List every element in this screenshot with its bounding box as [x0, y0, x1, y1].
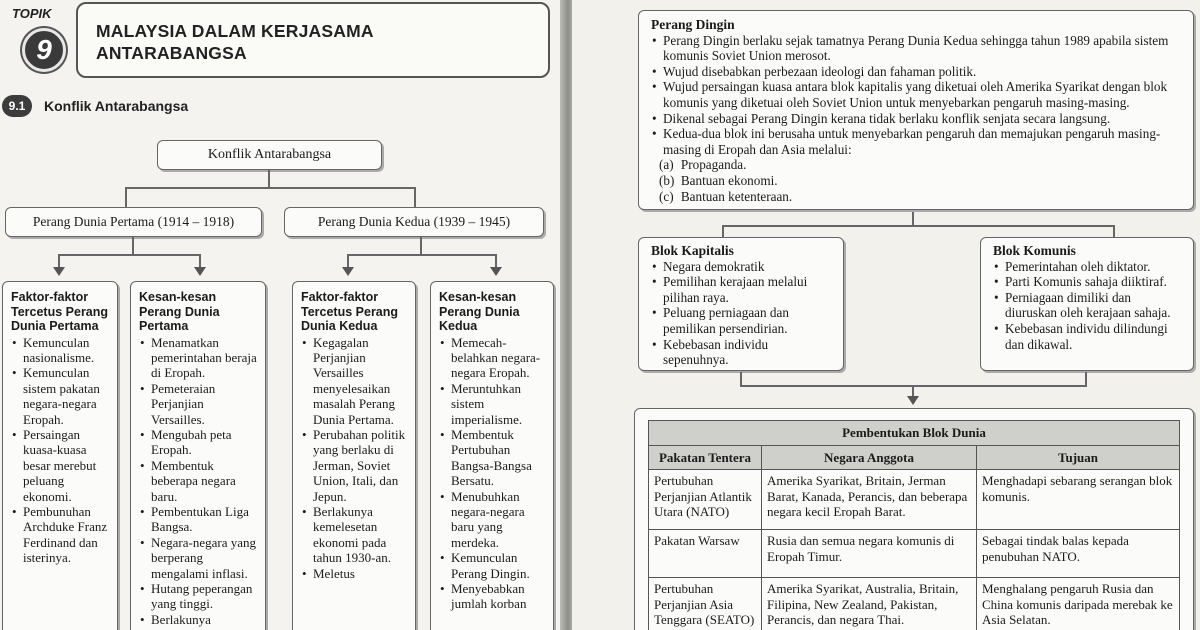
ww2-causes-title: Faktor-faktor Tercetus Perang Dunia Kedua [301, 290, 399, 333]
topic-badge [2, 2, 70, 72]
list-item: • Kemunculan Perang Dingin. [451, 550, 547, 581]
connector [268, 170, 270, 188]
list-item: • Pembunuhan Archduke Franz Ferdinand dan isterinya. [23, 504, 111, 566]
table-cell: Pakatan Warsaw [649, 530, 762, 578]
list-item: • Pemeteraian Perjanjian Versailles. [151, 381, 259, 427]
list-item: • Pemilihan kerajaan melalui pilihan raya. [663, 274, 833, 305]
item-label: (a) [659, 157, 674, 173]
blok-komunis-box [980, 237, 1194, 371]
list-item: • Membentuk beberapa negara baru. [151, 458, 259, 504]
ww2-causes-list [301, 335, 409, 582]
topic-number: 9 [22, 28, 66, 72]
list-item: • Perniagaan dimiliki dan diuruskan oleh kerajaan sahaja. [1005, 290, 1183, 321]
list-item: • Kedua-dua blok ini berusaha untuk menyebarkan pengaruh dan memajukan pengaruh masing-masing di Eropah dan Asia melalui: [663, 126, 1183, 157]
list-item: • Kemunculan nasionalisme. [23, 335, 111, 366]
list-item: • Dikenal sebagai Perang Dingin kerana tidak berlaku konflik senjata secara langsung. [663, 111, 1183, 127]
connector [347, 254, 496, 256]
list-item: • Wujud persaingan kuasa antara blok kapitalis yang diketuai oleh Amerika Syarikat dengan blok komunis yang diketuai oleh Soviet Union untuk menyebarkan pengaruh masing-masing. [663, 79, 1183, 110]
connector [495, 254, 497, 268]
arrow-down-icon [342, 267, 354, 276]
list-item: • Kebebasan individu dilindungi dan dikawal. [1005, 321, 1183, 352]
branch-ww2: Perang Dunia Kedua (1939 – 1945) [284, 207, 544, 237]
list-item: • Meletus [313, 566, 409, 581]
ww2-causes-box [292, 281, 416, 630]
list-item: • Persaingan kuasa-kuasa besar merebut peluang ekonomi. [23, 427, 111, 504]
perang-dingin-title: Perang Dingin [651, 17, 735, 32]
connector [125, 187, 415, 189]
list-item: • Kemunculan sistem pakatan negara-negara Eropah. [23, 365, 111, 427]
connector [347, 254, 349, 268]
connector [722, 225, 724, 237]
table-cell: Sebagai tindak balas kepada penubuhan NATO. [977, 530, 1180, 578]
arrow-down-icon [490, 267, 502, 276]
connector [199, 254, 201, 268]
item-text: Bantuan ekonomi. [680, 172, 778, 188]
table-cell: Amerika Syarikat, Australia, Britain, Filipina, New Zealand, Pakistan, Perancis, dan negara Thai. [762, 578, 977, 630]
connector [722, 225, 1114, 227]
list-item: • Perubahan politik yang berlaku di Jerman, Soviet Union, Itali, dan Jepun. [313, 427, 409, 504]
table-cell: Rusia dan semua negara komunis di Eropah Timur. [762, 530, 977, 578]
connector [58, 254, 60, 268]
blok-kapitalis-title: Blok Kapitalis [651, 243, 734, 258]
list-item: • Mengubah peta Eropah. [151, 427, 259, 458]
ww1-causes-list [11, 335, 111, 566]
list-item: • Perang Dingin berlaku sejak tamatnya Perang Dunia Kedua sehingga tahun 1989 apabila sistem komunis Soviet Union merosot. [663, 33, 1183, 64]
table-row [649, 470, 1180, 530]
table-row [649, 578, 1180, 630]
table-header-row [649, 445, 1180, 470]
list-item: • Berlakunya [151, 612, 259, 627]
connector [132, 237, 134, 255]
ww2-effects-list [439, 335, 547, 612]
connector [420, 237, 422, 255]
table-caption: Pembentukan Blok Dunia [649, 421, 1180, 446]
blok-kapitalis-list [651, 259, 833, 368]
table-cell: Pertubuhan Perjanjian Atlantik Utara (NATO) [649, 470, 762, 530]
page-title-line-1: MALAYSIA DALAM KERJASAMA [96, 21, 374, 41]
ww1-causes-box [2, 281, 118, 630]
list-item: • Negara-negara yang berperang mengalami inflasi. [151, 535, 259, 581]
list-item [659, 188, 1183, 205]
list-item: • Pemerintahan oleh diktator. [1005, 259, 1183, 275]
left-page [0, 0, 564, 630]
blok-komunis-title: Blok Komunis [993, 243, 1076, 258]
connector [58, 254, 200, 256]
list-item: • Wujud disebabkan perbezaan ideologi dan fahaman politik. [663, 64, 1183, 80]
connector [125, 187, 127, 207]
list-item [659, 172, 1183, 189]
list-item: • Berlakunya kemelesetan ekonomi pada tahun 1930-an. [313, 504, 409, 566]
column-header: Negara Anggota [762, 445, 977, 470]
method-list [651, 157, 1183, 204]
list-item [659, 157, 1183, 173]
connector [740, 372, 742, 386]
blok-kapitalis-box [638, 237, 844, 371]
ww1-causes-title: Faktor-faktor Tercetus Perang Dunia Pertama [11, 290, 109, 333]
connector [912, 212, 914, 226]
diagram-root-node: Konflik Antarabangsa [157, 140, 382, 170]
ww2-effects-title: Kesan-kesan Perang Dunia Kedua [439, 290, 520, 333]
arrow-down-icon [53, 267, 65, 276]
item-label: (c) [659, 188, 674, 204]
perang-dingin-box [638, 10, 1194, 210]
connector [1113, 225, 1115, 237]
list-item: • Membentuk Pertubuhan Bangsa-Bangsa Bersatu. [451, 427, 547, 489]
list-item: • Meruntuhkan sistem imperialisme. [451, 381, 547, 427]
list-item: • Negara demokratik [663, 259, 833, 275]
blok-komunis-list [993, 259, 1183, 353]
list-item: • Parti Komunis sahaja diiktiraf. [1005, 274, 1183, 290]
list-item: • Hutang peperangan yang tinggi. [151, 581, 259, 612]
page-title [96, 20, 516, 64]
ww1-effects-title: Kesan-kesan Perang Dunia Pertama [139, 290, 220, 333]
column-header: Tujuan [977, 445, 1180, 470]
branch-ww1: Perang Dunia Pertama (1914 – 1918) [5, 207, 262, 237]
table-cell: Menghadapi sebarang serangan blok komunis. [977, 470, 1180, 530]
list-item: • Menubuhkan negara-negara baru yang merdeka. [451, 489, 547, 551]
ww1-effects-box [130, 281, 266, 630]
table-row [649, 530, 1180, 578]
ww2-effects-box [430, 281, 554, 630]
blok-dunia-table [648, 420, 1180, 630]
connector [414, 187, 416, 207]
list-item: • Menyebabkan jumlah korban [451, 581, 547, 612]
table-cell: Pertubuhan Perjanjian Asia Tenggara (SEATO) [649, 578, 762, 630]
arrow-down-icon [194, 267, 206, 276]
table-cell: Amerika Syarikat, Britain, Jerman Barat, Kanada, Perancis, dan beberapa negara kecil Eropah Barat. [762, 470, 977, 530]
list-item: • Kegagalan Perjanjian Versailles menyelesaikan masalah Perang Dunia Pertama. [313, 335, 409, 427]
perang-dingin-list [651, 33, 1183, 158]
list-item: • Memecah-belahkan negara-negara Eropah. [451, 335, 547, 381]
column-header: Pakatan Tentera [649, 445, 762, 470]
list-item: • Kebebasan individu sepenuhnya. [663, 337, 833, 368]
item-text: Bantuan ketenteraan. [680, 188, 793, 204]
arrow-down-icon [907, 396, 919, 405]
topic-label: TOPIK [12, 6, 52, 21]
table-cell: Menghalang pengaruh Rusia dan China komunis daripada merebak ke Asia Selatan. [977, 578, 1180, 630]
section-number: 9.1 [2, 95, 32, 117]
ww1-effects-list [139, 335, 259, 628]
page-title-line-2: ANTARABANGSA [96, 43, 247, 63]
list-item: • Menamatkan pemerintahan beraja di Eropah. [151, 335, 259, 381]
list-item: • Pembentukan Liga Bangsa. [151, 504, 259, 535]
right-page [572, 0, 1200, 630]
section-title: Konflik Antarabangsa [44, 98, 189, 114]
list-item: • Peluang perniagaan dan pemilikan persendirian. [663, 305, 833, 336]
item-text: Propaganda. [680, 157, 747, 173]
item-label: (b) [659, 172, 675, 188]
connector [1085, 372, 1087, 386]
